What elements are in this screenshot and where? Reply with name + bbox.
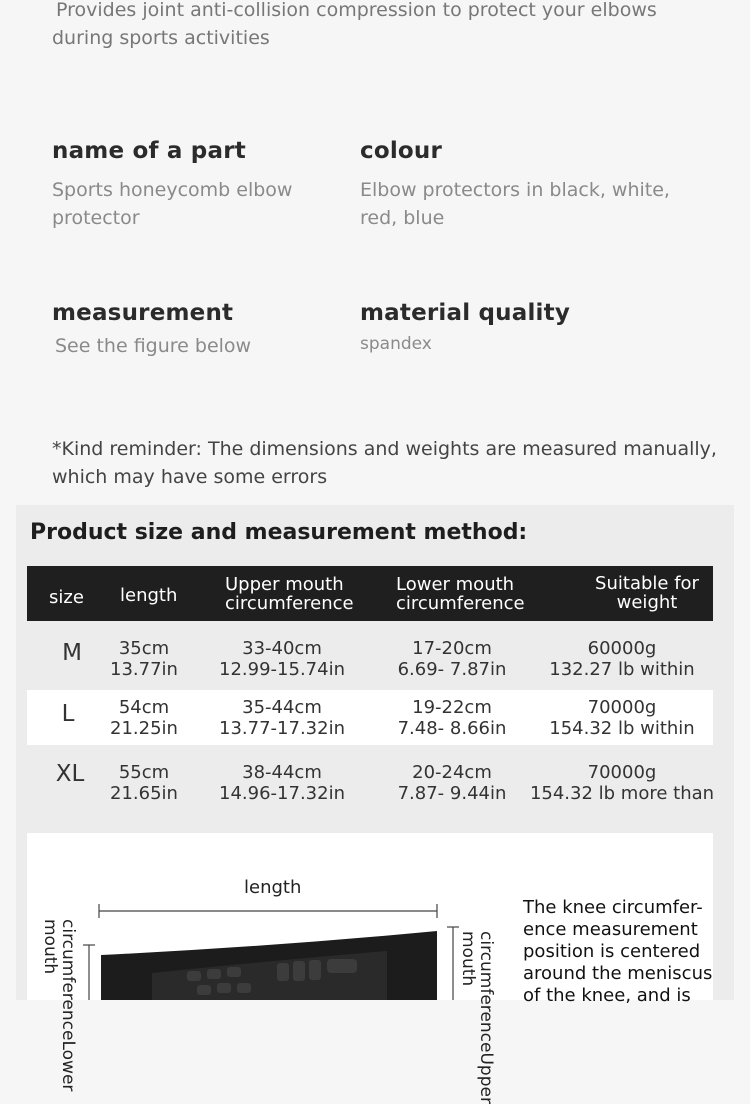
cell-line: 7.87- 9.44in xyxy=(397,783,507,804)
cell-line: 17-20cm xyxy=(412,638,492,659)
intro-line-1: Provides joint anti-collision compression to protect your elbows xyxy=(56,0,657,21)
header-weight xyxy=(587,574,707,612)
spec-value-line: red, blue xyxy=(360,207,445,229)
header-line: Upper mouth xyxy=(225,574,344,595)
cell-length xyxy=(99,762,189,804)
cell-upper xyxy=(212,762,352,804)
header-length: length xyxy=(120,585,178,606)
cell-length xyxy=(99,638,189,680)
cell-size: L xyxy=(61,701,75,727)
header-line: circumference xyxy=(225,593,354,614)
cell-line: 7.48- 8.66in xyxy=(397,718,507,739)
cell-line: 35-44cm xyxy=(242,697,322,718)
cell-line: 70000g xyxy=(587,762,657,783)
note-line: position is centered xyxy=(523,941,701,962)
figure-length-label: length xyxy=(244,877,302,898)
cell-line: 13.77-17.32in xyxy=(219,718,345,739)
cell-upper xyxy=(212,697,352,739)
header-line: weight xyxy=(616,592,678,613)
intro-line-2: during sports activities xyxy=(52,27,270,49)
spec-value-line: See the figure below xyxy=(55,335,252,357)
label-line: Upper mouth xyxy=(458,931,496,1104)
cell-line: 14.96-17.32in xyxy=(219,783,345,804)
spec-material-quality xyxy=(360,300,720,358)
spec-value xyxy=(360,176,720,232)
knee-measurement-note xyxy=(523,897,713,1007)
header-upper-mouth xyxy=(225,575,354,613)
cell-line: 13.77in xyxy=(110,659,178,680)
kind-reminder xyxy=(52,435,722,491)
spec-measurement xyxy=(52,300,342,360)
spec-value-line: Elbow protectors in black, white, xyxy=(360,179,670,201)
spec-title: measurement xyxy=(52,300,234,326)
intro-text xyxy=(52,0,712,52)
table-row xyxy=(27,690,713,745)
label-line: Lower mouth xyxy=(40,919,78,1092)
cell-lower xyxy=(382,697,522,739)
cell-size: XL xyxy=(55,761,85,787)
label-line: circumference xyxy=(476,931,496,1053)
reminder-line-2: which may have some errors xyxy=(52,466,328,488)
spec-value-line: protector xyxy=(52,207,140,229)
cell-line: 12.99-15.74in xyxy=(219,659,345,680)
cell-line: 70000g xyxy=(587,697,657,718)
measurement-figure xyxy=(27,833,713,1104)
header-line: Suitable for xyxy=(595,573,699,594)
cell-line: 132.27 lb within xyxy=(549,659,695,680)
cell-line: 60000g xyxy=(587,638,657,659)
spec-value xyxy=(52,176,342,232)
cell-line: 54cm xyxy=(118,697,170,718)
size-section-title: Product size and measurement method: xyxy=(30,520,528,545)
spec-value xyxy=(52,332,342,360)
cell-line: 6.69- 7.87in xyxy=(397,659,507,680)
cell-length xyxy=(99,697,189,739)
note-line: ence measurement xyxy=(523,919,698,940)
spec-name-of-part xyxy=(52,138,342,232)
elbow-protector-diagram xyxy=(27,833,527,1000)
table-row xyxy=(27,624,713,688)
cell-weight xyxy=(532,697,712,739)
upper-mouth-circumference-label xyxy=(459,931,495,1104)
label-line: circumference xyxy=(58,919,78,1041)
size-table-header xyxy=(27,566,713,621)
cell-upper xyxy=(212,638,352,680)
cell-line: 154.32 lb more than xyxy=(529,783,715,804)
cell-line: 19-22cm xyxy=(412,697,492,718)
spec-value-line: spandex xyxy=(360,334,432,354)
spec-title: name of a part xyxy=(52,138,246,164)
cell-lower xyxy=(382,762,522,804)
cell-line: 21.65in xyxy=(110,783,178,804)
lower-mouth-circumference-label xyxy=(41,919,77,1091)
cell-size: M xyxy=(62,640,82,666)
cell-line: 38-44cm xyxy=(242,762,322,783)
reminder-line-1: *Kind reminder: The dimensions and weights are measured manually, xyxy=(52,438,717,460)
spec-value-line: Sports honeycomb elbow xyxy=(52,179,293,201)
table-row xyxy=(27,747,713,813)
header-line: circumference xyxy=(396,593,525,614)
cell-line: 55cm xyxy=(118,762,170,783)
cell-line: 33-40cm xyxy=(242,638,322,659)
header-lower-mouth xyxy=(396,575,525,613)
cell-line: 20-24cm xyxy=(412,762,492,783)
header-size: size xyxy=(49,587,84,608)
header-line: Lower mouth xyxy=(396,574,515,595)
cell-weight xyxy=(532,638,712,680)
note-line: The knee circumfer- xyxy=(523,897,703,918)
cell-line: 35cm xyxy=(118,638,170,659)
spec-colour xyxy=(360,138,720,232)
spec-title: colour xyxy=(360,138,443,164)
note-line: of the knee, and is xyxy=(523,985,691,1006)
spec-value xyxy=(360,330,720,358)
cell-lower xyxy=(382,638,522,680)
cell-line: 21.25in xyxy=(110,718,178,739)
note-line: around the meniscus xyxy=(523,963,713,984)
cell-weight xyxy=(527,762,717,804)
spec-title: material quality xyxy=(360,300,571,326)
cell-line: 154.32 lb within xyxy=(549,718,695,739)
